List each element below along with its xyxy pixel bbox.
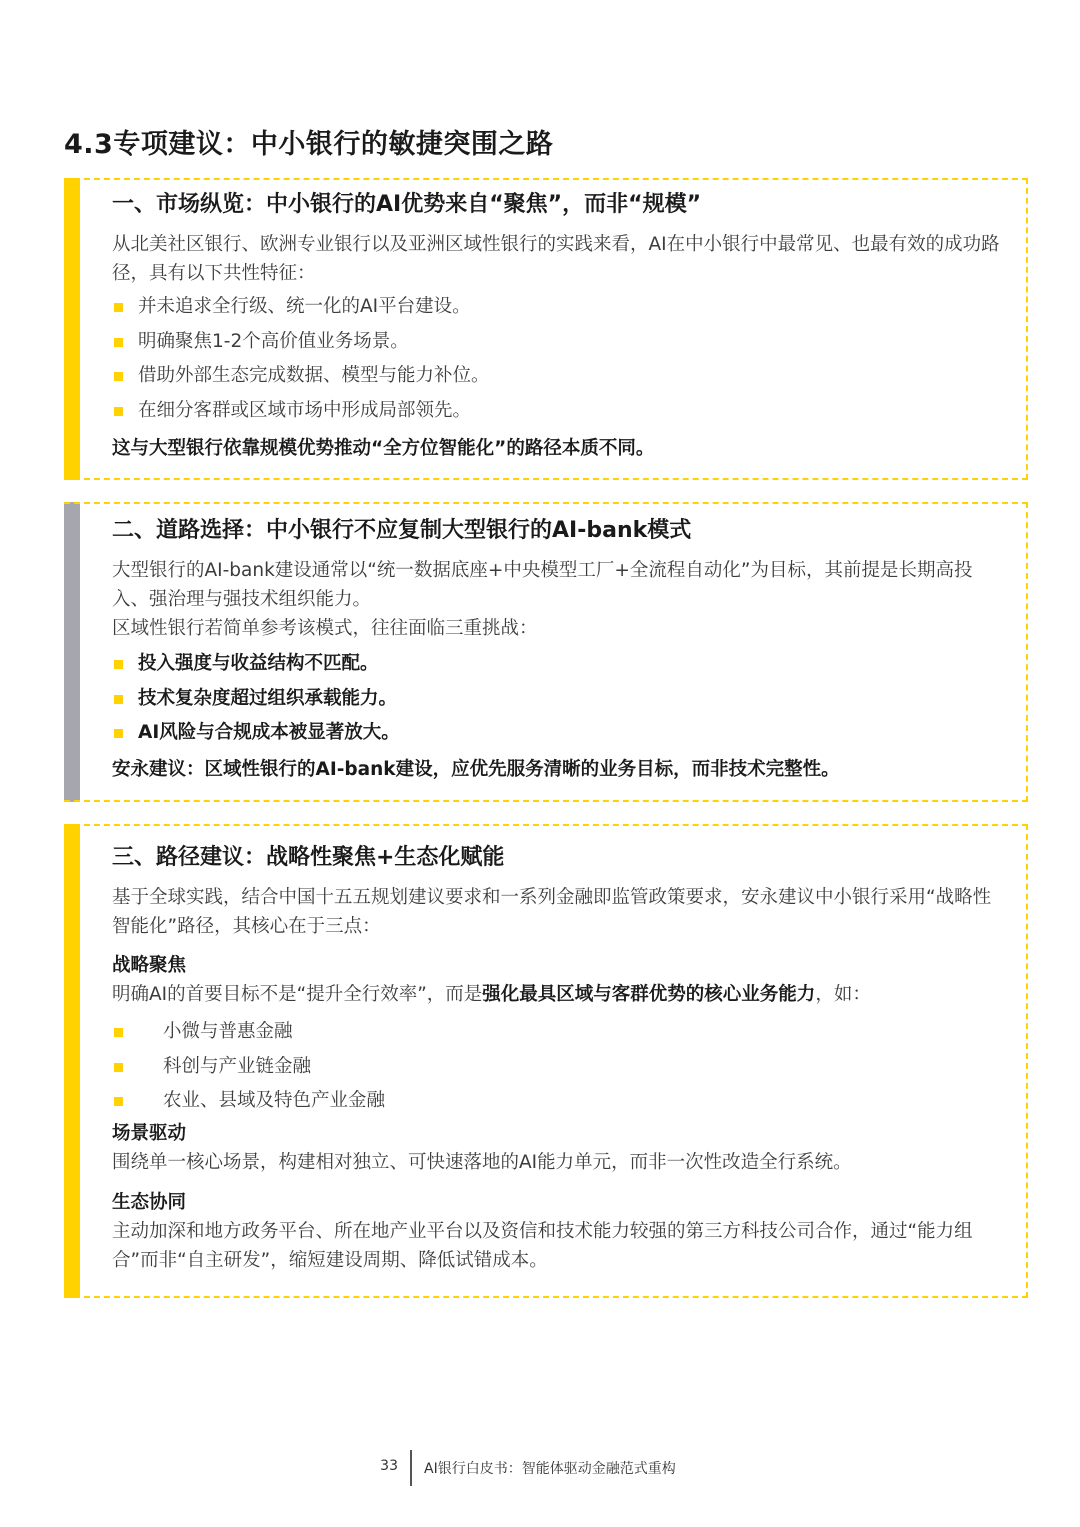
list-item-text: 并未追求全行级、统一化的AI平台建设。: [138, 296, 471, 317]
list-item: [112, 1015, 1008, 1050]
focus-text: [112, 980, 1008, 1009]
list-item: [112, 290, 1008, 325]
list-item: [112, 682, 1008, 717]
section-intro: 从北美社区银行、欧洲专业银行以及亚洲区域性银行的实践来看，AI在中小银行中最常见、也最有效的成功路径，具有以下共性特征：: [112, 234, 1000, 284]
section-intro: 基于全球实践，结合中国十五五规划建议要求和一系列金融即监管政策要求，安永建议中小银行采用“战略性智能化”路径，其核心在于三点：: [112, 887, 992, 937]
section-path-choice: [64, 502, 1028, 802]
square-bullet-icon: [114, 303, 123, 312]
footer-divider: [410, 1450, 412, 1486]
focus-text-emphasis: 强化最具区域与客群优势的核心业务能力: [482, 984, 816, 1005]
section-market-overview: [64, 178, 1028, 480]
list-item-text: 明确聚焦1-2个高价值业务场景。: [138, 330, 409, 352]
square-bullet-icon: [114, 1063, 123, 1072]
list-item-text: AI风险与合规成本被显著放大。: [138, 722, 400, 743]
square-bullet-icon: [114, 1028, 123, 1037]
section-title: 二、道路选择：中小银行不应复制大型银行的AI-bank模式: [112, 518, 692, 543]
page-number: 33: [380, 1458, 398, 1474]
list-item-text: 技术复杂度超过组织承载能力。: [138, 687, 398, 709]
focus-text-tail: ，如：: [815, 984, 871, 1005]
page-footer: [0, 1450, 1080, 1486]
ecosystem-text: 主动加深和地方政务平台、所在地产业平台以及资信和技术能力较强的第三方科技公司合作，通过“能力组合”而非“自主研发”，缩短建设周期、降低试错成本。: [112, 1220, 973, 1271]
list-item-text: 科创与产业链金融: [163, 1055, 312, 1077]
list-item-text: 借助外部生态完成数据、模型与能力补位。: [138, 365, 490, 386]
square-bullet-icon: [114, 407, 123, 416]
list-item: [112, 1050, 1008, 1085]
square-bullet-icon: [114, 729, 123, 738]
list-item-text: 投入强度与收益结构不匹配。: [138, 653, 379, 674]
section-title: 三、路径建议：战略性聚焦+生态化赋能: [112, 845, 505, 870]
list-item: [112, 325, 1008, 360]
list-item: [112, 1084, 1008, 1119]
section-intro: 大型银行的AI-bank建设通常以“统一数据底座+中央模型工厂+全流程自动化”为目标，其前提是长期高投入、强治理与强技术组织能力。: [112, 560, 973, 610]
book-title: AI银行白皮书：智能体驱动金融范式重构: [424, 1461, 676, 1477]
list-item: [112, 359, 1008, 394]
list-item-text: 在细分客群或区域市场中形成局部领先。: [138, 399, 472, 421]
page-title: 4.3专项建议：中小银行的敏捷突围之路: [64, 129, 554, 160]
list-item-text: 小微与普惠金融: [163, 1021, 293, 1042]
list-item: [112, 647, 1008, 682]
scene-text: 围绕单一核心场景，构建相对独立、可快速落地的AI能力单元，而非一次性改造全行系统。: [112, 1151, 852, 1173]
square-bullet-icon: [114, 1097, 123, 1106]
square-bullet-icon: [114, 695, 123, 704]
square-bullet-icon: [114, 372, 123, 381]
square-bullet-icon: [114, 338, 123, 347]
bullet-list: [112, 1015, 1008, 1119]
subsection-heading-ecosystem: 生态协同: [112, 1191, 187, 1213]
list-item: [112, 394, 1008, 429]
section-intro-2: 区域性银行若简单参考该模式，往往面临三重挑战：: [112, 618, 538, 639]
focus-text-lead: 明确AI的首要目标不是“提升全行效率”，而是: [112, 984, 483, 1005]
section-title: 一、市场纵览：中小银行的AI优势来自“聚焦”，而非“规模”: [112, 192, 702, 217]
square-bullet-icon: [114, 660, 123, 669]
list-item: [112, 716, 1008, 751]
subsection-heading-scene: 场景驱动: [112, 1122, 187, 1144]
list-item-text: 农业、县域及特色产业金融: [163, 1090, 386, 1111]
section-conclusion: 安永建议：区域性银行的AI-bank建设，应优先服务清晰的业务目标，而非技术完整性。: [112, 758, 840, 780]
section-conclusion: 这与大型银行依靠规模优势推动“全方位智能化”的路径本质不同。: [112, 438, 655, 459]
subsection-heading-focus: 战略聚焦: [112, 955, 187, 976]
bullet-list: [112, 290, 1008, 428]
bullet-list: [112, 647, 1008, 751]
section-path-recommendation: [64, 824, 1028, 1298]
